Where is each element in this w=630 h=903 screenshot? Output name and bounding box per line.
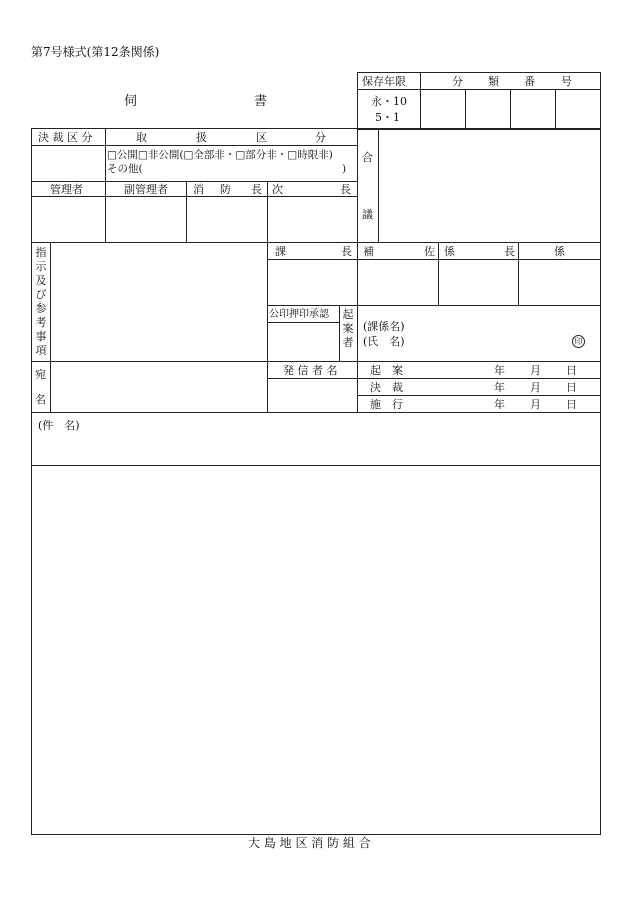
classification-char-2: 類 xyxy=(488,75,499,88)
fire-chief-char-1: 消 xyxy=(193,183,204,196)
addressee-char-2: 名 xyxy=(35,393,46,406)
deputy-char-1: 次 xyxy=(272,183,283,196)
assistant-char-1: 補 xyxy=(363,245,374,258)
footer-organization: 大 島 地 区 消 防 組 合 xyxy=(248,836,371,850)
retention-label: 保存年限 xyxy=(362,75,406,88)
date-row-3-day: 日 xyxy=(566,398,577,411)
handling-char-4: 分 xyxy=(315,131,326,144)
date-row-1-day: 日 xyxy=(566,364,577,377)
decision-label: 決 裁 区 分 xyxy=(38,131,93,144)
retention-value-1: 永・10 xyxy=(371,95,407,108)
drafter-person-name: (氏 名) xyxy=(363,335,405,348)
staff-label: 係 xyxy=(554,245,565,258)
retention-value-2: 5・1 xyxy=(375,111,400,124)
sub-chief-char-1: 係 xyxy=(444,245,455,258)
drafter-label: 起案者 xyxy=(342,308,354,349)
handling-char-1: 取 xyxy=(136,131,147,144)
vice-manager-label: 副管理者 xyxy=(124,183,168,196)
date-row-2-label: 決 裁 xyxy=(370,381,403,394)
sender-label: 発 信 者 名 xyxy=(283,364,338,377)
date-row-3-year: 年 xyxy=(494,398,505,411)
date-row-2-month: 月 xyxy=(530,381,541,394)
fire-chief-char-2: 防 xyxy=(220,183,231,196)
instructions-label: 指示及び参考事項 xyxy=(35,246,47,357)
fire-chief-char-3: 長 xyxy=(251,183,262,196)
main-form-frame xyxy=(31,128,601,835)
subject-label: (件 名) xyxy=(38,419,80,432)
classification-char-4: 号 xyxy=(561,75,572,88)
deputy-char-2: 長 xyxy=(340,183,351,196)
seal-mark-icon: 印 xyxy=(572,335,585,348)
other-option-close: ) xyxy=(342,163,347,175)
date-row-2-day: 日 xyxy=(566,381,577,394)
assistant-char-2: 佐 xyxy=(424,245,435,258)
consult-top-char: 合 xyxy=(362,151,373,164)
sub-chief-char-2: 長 xyxy=(504,245,515,258)
manager-label: 管理者 xyxy=(50,183,83,196)
form-number: 第7号様式(第12条関係) xyxy=(31,45,160,59)
title-left: 伺 xyxy=(124,94,138,109)
section-chief-char-1: 課 xyxy=(275,245,286,258)
consult-bottom-char: 議 xyxy=(362,208,373,221)
classification-char-3: 番 xyxy=(524,75,535,88)
title-right: 書 xyxy=(254,94,268,109)
disclosure-options: □公開□非公開(□全部非・□部分非・□時限非) xyxy=(107,149,333,161)
handling-char-3: 区 xyxy=(256,131,267,144)
section-chief-char-2: 長 xyxy=(341,245,352,258)
date-row-3-month: 月 xyxy=(530,398,541,411)
date-row-3-label: 施 行 xyxy=(370,398,403,411)
date-row-1-label: 起 案 xyxy=(370,364,403,377)
date-row-1-year: 年 xyxy=(494,364,505,377)
date-row-2-year: 年 xyxy=(494,381,505,394)
date-row-1-month: 月 xyxy=(530,364,541,377)
seal-approval-label: 公印押印承認 xyxy=(269,309,329,320)
classification-char-1: 分 xyxy=(452,75,463,88)
drafter-section-name: (課係名) xyxy=(363,320,405,333)
other-option: その他( xyxy=(107,163,143,175)
addressee-char-1: 宛 xyxy=(35,368,46,381)
handling-char-2: 扱 xyxy=(196,131,207,144)
